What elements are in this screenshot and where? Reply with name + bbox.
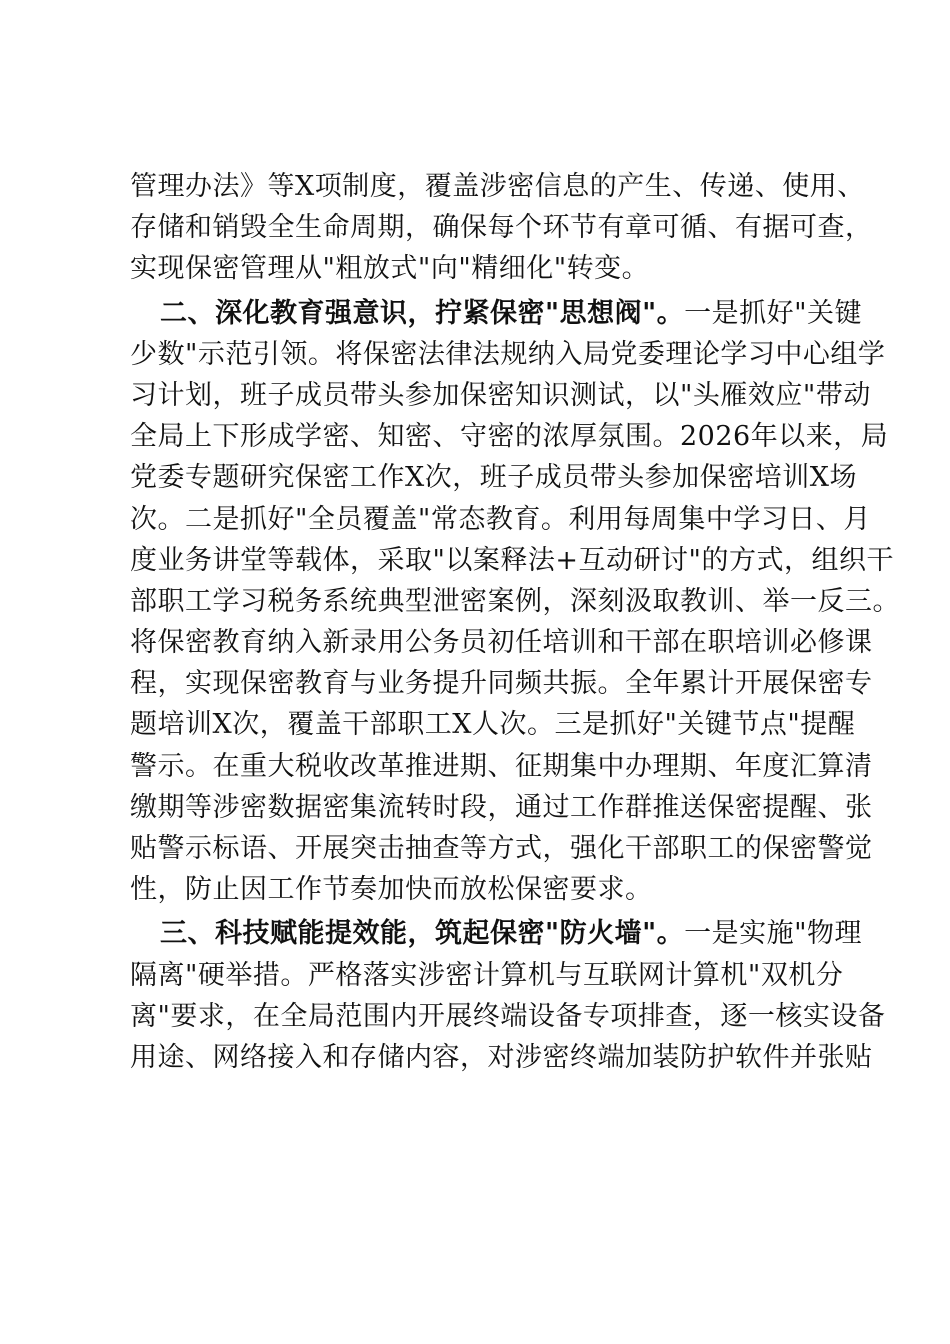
- text-line: 缴期等涉密数据密集流转时段，通过工作群推送保密提醒、张: [130, 791, 873, 823]
- text-line: 题培训X次，覆盖干部职工X人次。三是抓好"关键节点"提醒: [130, 709, 856, 741]
- text-line: 将保密教育纳入新录用公务员初任培训和干部在职培训必修课: [130, 627, 873, 659]
- section-heading: 三、科技赋能提效能，筑起保密"防火墙"。: [160, 918, 685, 950]
- text-line: 次。二是抓好"全员覆盖"常态教育。利用每周集中学习日、月: [130, 503, 871, 535]
- text-line: 实现保密管理从"粗放式"向"精细化"转变。: [130, 253, 650, 285]
- text-line: 少数"示范引领。将保密法律法规纳入局党委理论学习中心组学: [130, 338, 886, 370]
- text-line: 部职工学习税务系统典型泄密案例，深刻汲取教训、举一反三。: [130, 585, 900, 617]
- text-line: 警示。在重大税收改革推进期、征期集中办理期、年度汇算清: [130, 750, 873, 782]
- text-line: 贴警示标语、开展突击抽查等方式，强化干部职工的保密警觉: [130, 833, 873, 864]
- text-line: 离"要求，在全局范围内开展终端设备专项排查，逐一核实设备: [130, 1000, 886, 1032]
- text-line: 用途、网络接入和存储内容，对涉密终端加装防护软件并张贴: [130, 1041, 873, 1073]
- section-heading: 二、深化教育强意识，拧紧保密"思想阀"。: [160, 297, 685, 329]
- text-line: 党委专题研究保密工作X次，班子成员带头参加保密培训X场: [130, 462, 857, 494]
- text-line: 存储和销毁全生命周期，确保每个环节有章可循、有据可查，: [130, 212, 873, 244]
- heading-line-rest: 一是抓好"关键: [684, 297, 863, 329]
- text-line: 度业务讲堂等载体，采取"以案释法+互动研讨"的方式，组织干: [130, 544, 894, 576]
- text-line: 程，实现保密教育与业务提升同频共振。全年累计开展保密专: [130, 668, 873, 700]
- document-body: [130, 166, 900, 1078]
- text-line: 管理办法》等X项制度，覆盖涉密信息的产生、传递、使用、: [130, 171, 865, 202]
- heading-line-rest: 一是实施"物理: [684, 918, 863, 950]
- text-line: [130, 913, 863, 954]
- text-line: [130, 293, 863, 334]
- paragraph-1: [130, 166, 873, 290]
- text-line: 全局上下形成学密、知密、守密的浓厚氛围。2026年以来，局: [130, 421, 889, 453]
- text-line: 习计划，班子成员带头参加保密知识测试，以"头雁效应"带动: [130, 379, 871, 411]
- text-line: 隔离"硬举措。严格落实涉密计算机与互联网计算机"双机分: [130, 959, 844, 991]
- text-line: 性，防止因工作节奏加快而放松保密要求。: [130, 874, 653, 906]
- paragraph-3: [130, 913, 886, 1078]
- paragraph-2: [130, 293, 900, 911]
